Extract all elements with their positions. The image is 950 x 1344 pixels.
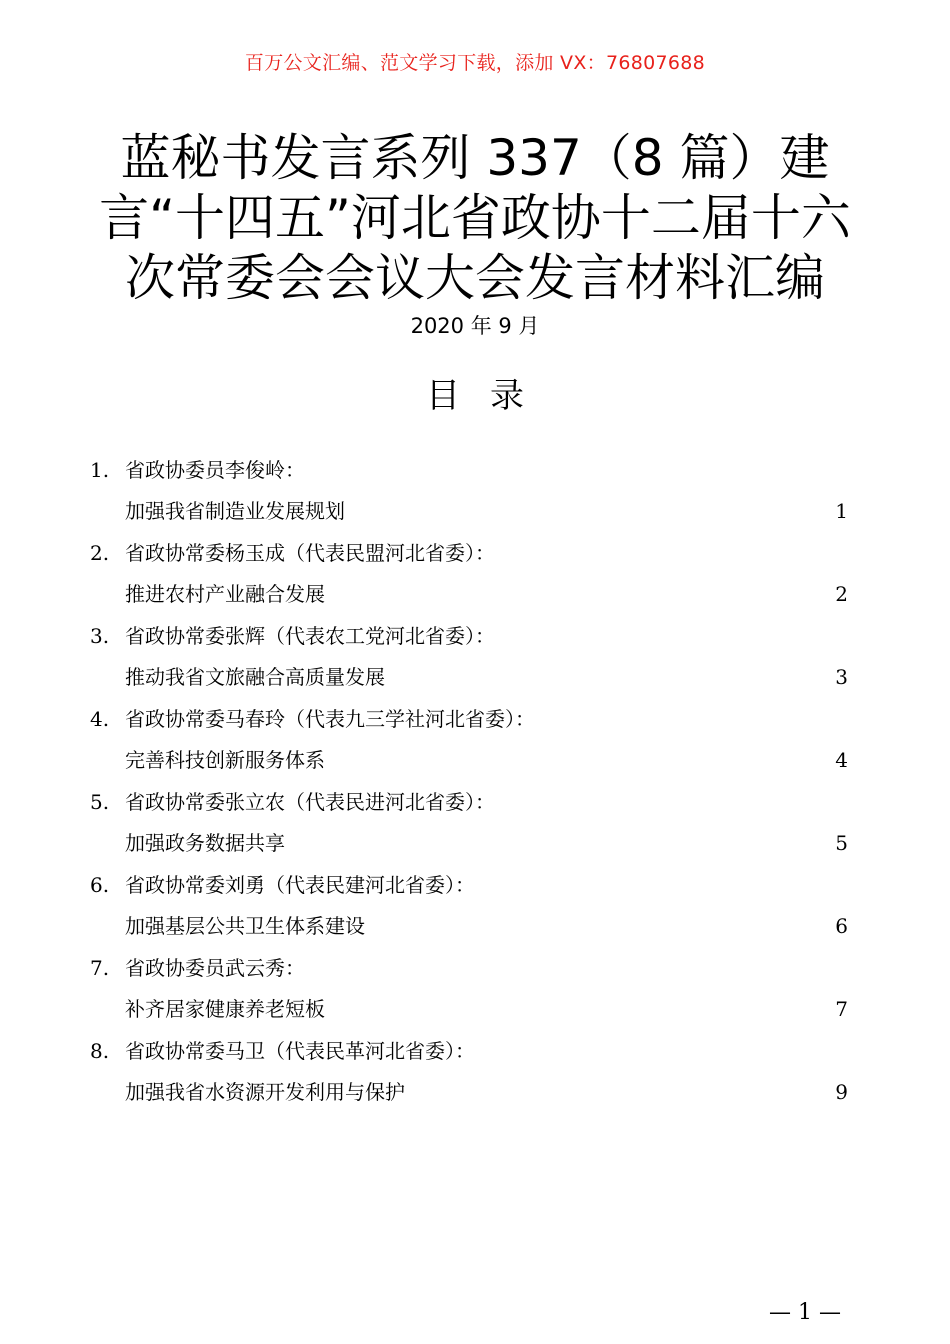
- toc-entry-page: 9: [835, 1080, 848, 1104]
- document-title-line-3: 次常委会会议大会发言材料汇编: [125, 249, 825, 307]
- toc-entry-topic: 完善科技创新服务体系: [125, 748, 325, 772]
- toc-entry-speaker: 省政协常委张辉（代表农工党河北省委）：: [125, 624, 495, 648]
- toc-entry: [90, 616, 860, 699]
- toc-entry-speaker: 省政协委员武云秀：: [125, 956, 305, 980]
- toc-entry-number: 6.: [90, 873, 110, 897]
- document-title: [60, 128, 890, 308]
- toc-entry-number: 3.: [90, 624, 110, 648]
- toc-entry-number: 5.: [90, 790, 110, 814]
- toc-entry-speaker: 省政协常委马卫（代表民革河北省委）：: [125, 1039, 475, 1063]
- document-date: 2020 年 9 月: [410, 314, 540, 338]
- toc-entry: [90, 533, 860, 616]
- toc-entry-topic: 加强我省水资源开发利用与保护: [125, 1080, 405, 1104]
- toc-entry-page: 5: [835, 831, 848, 855]
- toc-entry: [90, 699, 860, 782]
- toc-entry-page: 7: [835, 997, 848, 1021]
- toc-entry-number: 1.: [90, 458, 110, 482]
- toc-entry: [90, 948, 860, 1031]
- toc-entry-topic: 推动我省文旅融合高质量发展: [125, 665, 385, 689]
- toc-entry-topic: 加强我省制造业发展规划: [125, 499, 345, 523]
- toc-entry-speaker: 省政协委员李俊岭：: [125, 458, 305, 482]
- toc-entry: [90, 865, 860, 948]
- toc-entry-page: 4: [835, 748, 848, 772]
- toc-entry-topic: 加强基层公共卫生体系建设: [125, 914, 365, 938]
- toc-entry-number: 7.: [90, 956, 110, 980]
- toc-entry-speaker: 省政协常委张立农（代表民进河北省委）：: [125, 790, 495, 814]
- toc-entry-number: 2.: [90, 541, 110, 565]
- toc-entry-speaker: 省政协常委刘勇（代表民建河北省委）：: [125, 873, 475, 897]
- toc-entry-page: 6: [835, 914, 848, 938]
- toc-entry-number: 8.: [90, 1039, 110, 1063]
- table-of-contents: [90, 450, 860, 1114]
- toc-entry-topic: 补齐居家健康养老短板: [125, 997, 325, 1021]
- toc-entry: [90, 450, 860, 533]
- toc-entry-speaker: 省政协常委杨玉成（代表民盟河北省委）：: [125, 541, 495, 565]
- toc-entry-topic: 加强政务数据共享: [125, 831, 285, 855]
- header-note: 百万公文汇编、范文学习下载，添加 VX：76807688: [244, 52, 706, 74]
- toc-entry-number: 4.: [90, 707, 110, 731]
- page-number: — 1 —: [769, 1300, 841, 1325]
- toc-entry: [90, 1031, 860, 1114]
- toc-entry-page: 3: [835, 665, 848, 689]
- document-title-line-1: 蓝秘书发言系列 337（8 篇）建: [120, 129, 830, 187]
- toc-entry-topic: 推进农村产业融合发展: [125, 582, 325, 606]
- document-title-line-2: 言“十四五”河北省政协十二届十六: [99, 189, 851, 247]
- toc-entry-speaker: 省政协常委马春玲（代表九三学社河北省委）：: [125, 707, 535, 731]
- toc-entry-page: 2: [835, 582, 848, 606]
- toc-entry-page: 1: [835, 499, 848, 523]
- toc-heading: 目录: [426, 376, 554, 416]
- toc-entry: [90, 782, 860, 865]
